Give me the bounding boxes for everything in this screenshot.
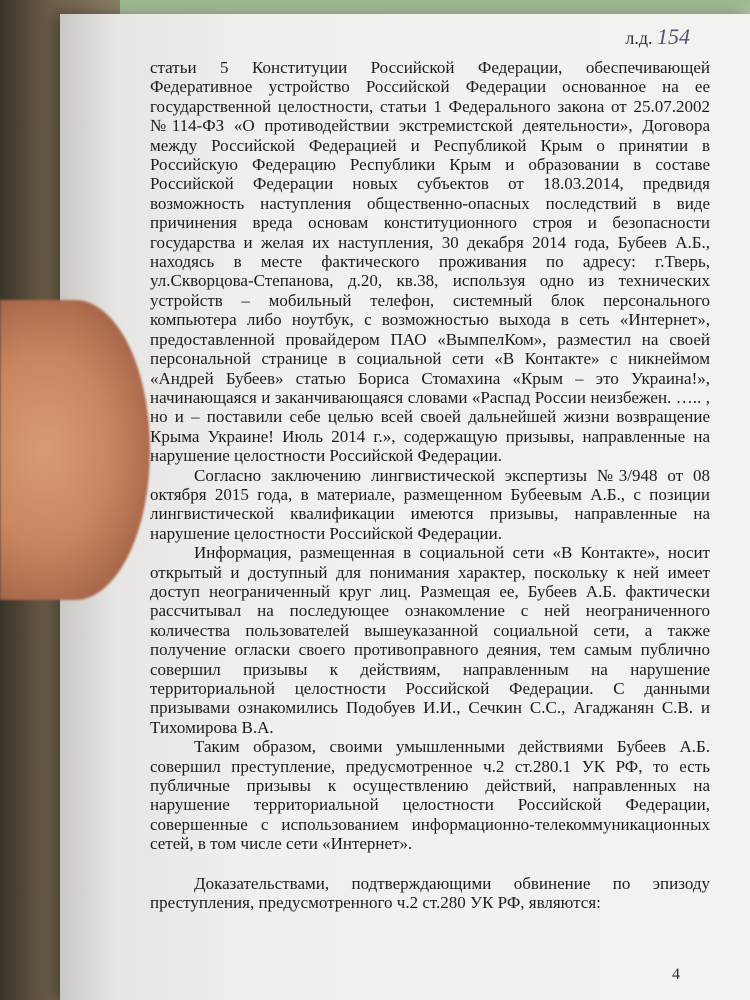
- document-body: [150, 58, 710, 912]
- paragraph-5: Доказательствами, подтверждающими обвинение по эпизоду преступления, предусмотренного ч.2 ст.280 УК РФ, являются:: [150, 873, 710, 913]
- page-number: 4: [672, 966, 680, 983]
- paragraph-4: Таким образом, своими умышленными действиями Бубеев А.Б. совершил преступление, предусмотренное ч.2 ст.280.1 УК РФ, то есть публичные призывы к осуществлению действий, направленных на нарушение территориальной целостности Российской Федерации, совершенные с использованием информационно-телекоммуникационных сетей, в том числе сети «Интернет».: [150, 737, 710, 854]
- thumb-photo-obstruction: [0, 300, 150, 600]
- paragraph-3: Информация, размещенная в социальной сети «В Контакте», носит открытый и доступный для понимания характер, поскольку к ней имеет доступ неограниченный круг лиц. Размещая ее, Бубеев А.Б. фактически рассчитывал на последующее ознакомление с ней неограниченного количества пользователей вышеуказанной социальной сети, а также получение огласки своего противоправного деяния, тем самым публично совершил призывы к действиям, направленным на нарушение территориальной целостности Российской Федерации. С данными призывами ознакомились Подобуев И.И., Сечкин С.С., Агаджанян С.В. и Тихомирова В.А.: [150, 543, 710, 737]
- case-sheet-prefix: л.д.: [625, 28, 653, 48]
- paragraph-2: Согласно заключению лингвистической экспертизы №3/948 от 08 октября 2015 года, в материале, размещенном Бубеевым А.Б., с позиции лингвистической квалификации имеются призывы, направленные на нарушение целостности Российской Федерации.: [150, 465, 710, 543]
- case-sheet-number: [625, 24, 690, 50]
- case-sheet-handwritten-number: 154: [657, 24, 690, 49]
- document-page: [60, 14, 750, 1000]
- paragraph-1: статьи 5 Конституции Российской Федерации, обеспечивающей Федеративное устройство Российской Федерации основанное на ее государственной целостности, статьи 1 Федерального закона от 25.07.2002 №114-ФЗ «О противодействии экстремистской деятельности», Договора между Российской Федерацией и Республикой Крым о принятии в Российскую Федерацию Республики Крым и образовании в составе Российской Федерации новых субъектов от 18.03.2014, предвидя возможность наступления общественно-опасных последствий в виде причинения вреда основам конституционного строя и безопасности государства и желая их наступления, 30 декабря 2014 года, Бубеев А.Б., находясь в месте фактического проживания по адресу: г.Тверь, ул.Скворцова-Степанова, д.20, кв.38, используя одно из технических устройств – мобильный телефон, системный блок персонального компьютера либо ноутбук, с возможностью выхода в сеть «Интернет», предоставленной провайдером ПАО «ВымпелКом», разместил на своей персональной странице в социальной сети «В Контакте» с никнеймом «Андрей Бубеев» статью Бориса Стомахина «Крым – это Украина!», начинающаяся и заканчивающаяся словами «Распад России неизбежен. ….. , но и – поставили себе целью всей своей дальнейшей жизни возвращение Крыма Украине! Июль 2014 г.», содержащую призывы, направленные на нарушение целостности Российской Федерации.: [150, 58, 710, 466]
